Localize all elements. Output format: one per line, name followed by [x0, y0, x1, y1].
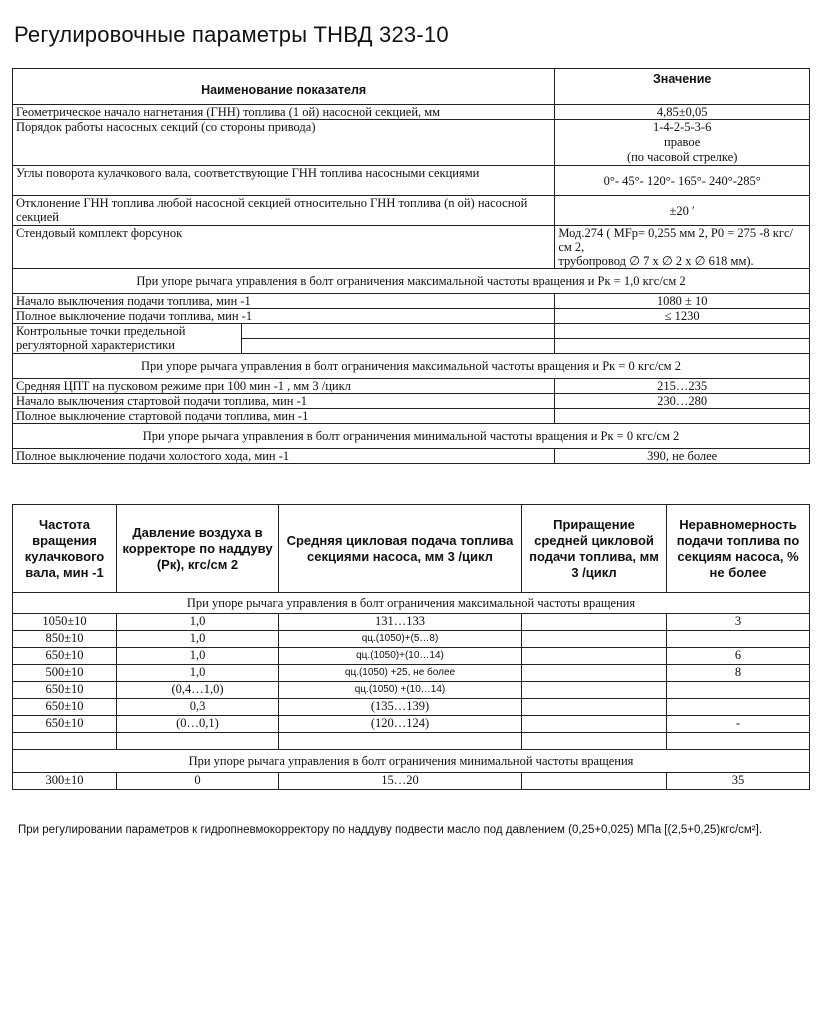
control-points: Контрольные точки предельной регуляторной характеристики	[13, 324, 242, 354]
table-cell	[522, 665, 667, 682]
table-cell: 0	[117, 773, 279, 790]
rotation: правое	[664, 135, 701, 149]
table-row	[13, 665, 810, 682]
table-cell: 1050±10	[13, 614, 117, 631]
row-value: 390, не более	[555, 449, 810, 464]
table-cell: 131…133	[279, 614, 522, 631]
header-name: Наименование показателя	[13, 69, 555, 105]
row-name: Начало выключения стартовой подачи топлива, мин -1	[13, 394, 555, 409]
condition-row: При упоре рычага управления в болт ограничения минимальной частоты вращения	[13, 750, 810, 773]
row-name: Начало выключения подачи топлива, мин -1	[13, 294, 555, 309]
table-cell	[667, 699, 810, 716]
table-cell: (135…139)	[279, 699, 522, 716]
table-cell: 650±10	[13, 648, 117, 665]
table-row	[13, 682, 810, 699]
table-cell	[522, 631, 667, 648]
col-header-flow: Средняя цикловая подача топлива секциями насоса, мм 3 /цикл	[279, 505, 522, 593]
row-value	[555, 409, 810, 424]
table-cell	[667, 682, 810, 699]
table-cell: 500±10	[13, 665, 117, 682]
empty-cell	[667, 733, 810, 750]
empty-cell	[522, 733, 667, 750]
table-cell	[522, 648, 667, 665]
footnote: При регулировании параметров к гидропневмокорректору по наддуву подвести масло под давлением (0,25+0,025) МПа [(2,5+0,25)кгс/см²].	[18, 824, 763, 836]
empty-cell	[555, 324, 810, 339]
injector-model: Мод.274 ( MFр= 0,255 мм 2, P0 = 275 -8 кгс/см 2,	[558, 226, 794, 254]
table-row	[13, 716, 810, 733]
table-row	[13, 699, 810, 716]
row-name: Геометрическое начало нагнетания (ГНН) топлива (1 ой) насосной секцией, мм	[13, 105, 555, 120]
table-cell: qц.(1050)+(5…8)	[279, 631, 522, 648]
page-title: Регулировочные параметры ТНВД 323-10	[14, 22, 449, 47]
row-name: Отклонение ГНН топлива любой насосной секцией относительно ГНН топлива (n ой) насосной секцией	[13, 196, 555, 226]
flow-table	[12, 504, 810, 790]
table-cell: qц.(1050)+(10…14)	[279, 648, 522, 665]
empty-cell	[242, 339, 555, 354]
col-header-unevenness: Неравномерность подачи топлива по секциям насоса, % не более	[667, 505, 810, 593]
table-cell: qц.(1050) +25, не более	[279, 665, 522, 682]
table-cell: 1,0	[117, 614, 279, 631]
condition-row: При упоре рычага управления в болт ограничения максимальной частоты вращения	[13, 593, 810, 614]
row-name: Полное выключение стартовой подачи топлива, мин -1	[13, 409, 555, 424]
col-header-pressure: Давление воздуха в корректоре по наддуву (Рк), кгс/см 2	[117, 505, 279, 593]
table-cell: 0,3	[117, 699, 279, 716]
col-header-speed: Частота вращения кулачкового вала, мин -1	[13, 505, 117, 593]
table-cell: (0,4…1,0)	[117, 682, 279, 699]
row-value	[555, 226, 810, 269]
rotation-note: (по часовой стрелке)	[626, 150, 738, 164]
row-name: Полное выключение подачи топлива, мин -1	[13, 309, 555, 324]
table-cell: 35	[667, 773, 810, 790]
table-cell: (120…124)	[279, 716, 522, 733]
table-cell: 650±10	[13, 699, 117, 716]
row-name: Стендовый комплект форсунок	[13, 226, 555, 269]
table-cell: 8	[667, 665, 810, 682]
row-name: Полное выключение подачи холостого хода, мин -1	[13, 449, 555, 464]
row-value: 230…280	[555, 394, 810, 409]
table-cell	[522, 699, 667, 716]
row-value: 1080 ± 10	[555, 294, 810, 309]
rows-min	[13, 773, 810, 790]
firing-order: 1-4-2-5-3-6	[653, 120, 712, 134]
table-cell: qц.(1050) +(10…14)	[279, 682, 522, 699]
row-name: Порядок работы насосных секций (со стороны привода)	[13, 120, 555, 166]
table-cell	[522, 614, 667, 631]
table-row	[13, 614, 810, 631]
table-cell: 850±10	[13, 631, 117, 648]
table-cell: -	[667, 716, 810, 733]
table-cell: 1,0	[117, 631, 279, 648]
empty-cell	[242, 324, 555, 339]
parameters-table	[12, 68, 810, 464]
table-cell: 650±10	[13, 716, 117, 733]
empty-cell	[555, 339, 810, 354]
row-value: ≤ 1230	[555, 309, 810, 324]
table-cell: (0…0,1)	[117, 716, 279, 733]
row-name: Средняя ЦПТ на пусковом режиме при 100 мин -1 , мм 3 /цикл	[13, 379, 555, 394]
table-cell: 3	[667, 614, 810, 631]
table-cell	[522, 716, 667, 733]
table-cell: 15…20	[279, 773, 522, 790]
row-name: Углы поворота кулачкового вала, соответствующие ГНН топлива насосными секциями	[13, 166, 555, 196]
table-row	[13, 631, 810, 648]
condition-row: При упоре рычага управления в болт ограничения максимальной частоты вращения и Рк = 0 кгс/см 2	[13, 354, 810, 379]
empty-cell	[279, 733, 522, 750]
header-value: Значение	[555, 69, 810, 105]
table-cell: 650±10	[13, 682, 117, 699]
table-cell: 6	[667, 648, 810, 665]
col-header-increment: Приращение средней цикловой подачи топлива, мм 3 /цикл	[522, 505, 667, 593]
table-cell	[667, 631, 810, 648]
table-cell: 1,0	[117, 648, 279, 665]
table-cell	[522, 682, 667, 699]
condition-row: При упоре рычага управления в болт ограничения максимальной частоты вращения и Рк = 1,0 кгс/см 2	[13, 269, 810, 294]
row-value: 215…235	[555, 379, 810, 394]
row-value	[555, 120, 810, 166]
row-value: ±20 ′	[555, 196, 810, 226]
rows-max	[13, 614, 810, 733]
table-row	[13, 773, 810, 790]
row-value: 0°- 45°- 120°- 165°- 240°-285°	[555, 166, 810, 196]
table-cell	[522, 773, 667, 790]
empty-cell	[13, 733, 117, 750]
table-row	[13, 648, 810, 665]
table-cell: 1,0	[117, 665, 279, 682]
empty-cell	[117, 733, 279, 750]
row-value: 4,85±0,05	[555, 105, 810, 120]
condition-row: При упоре рычага управления в болт ограничения минимальной частоты вращения и Рк = 0 кгс/см 2	[13, 424, 810, 449]
pipe-spec: трубопровод ∅ 7 x ∅ 2 x ∅ 618 мм).	[558, 254, 754, 268]
table-cell: 300±10	[13, 773, 117, 790]
